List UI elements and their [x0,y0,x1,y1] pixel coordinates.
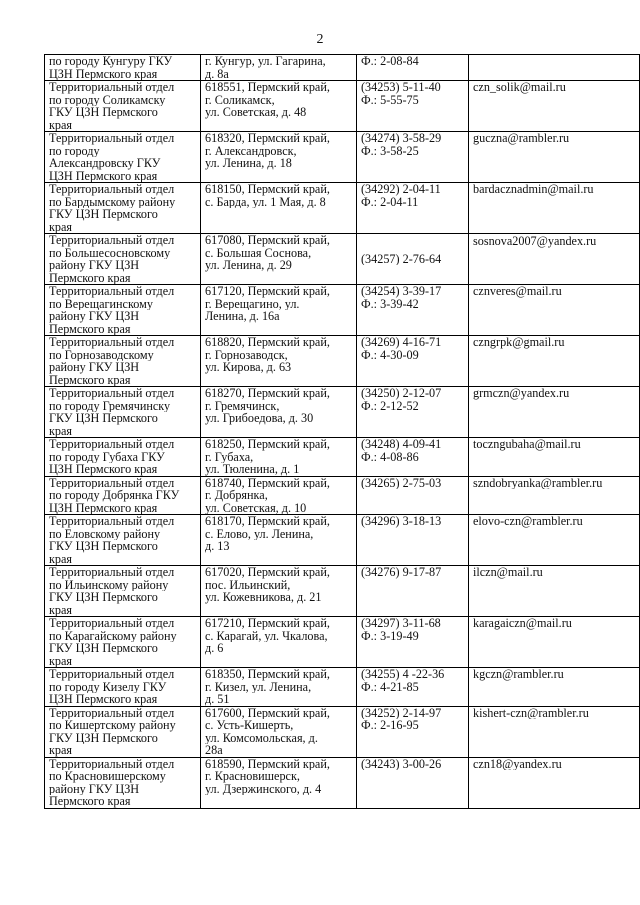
email-address: ilczn@mail.ru [473,566,543,579]
org-name-cell [45,617,201,668]
phone-cell [357,706,469,757]
phone-line: Ф.: 5-55-75 [361,93,419,106]
table-row [45,668,640,707]
address-line: ул. Советская, д. 48 [205,106,307,119]
email-cell [469,757,640,808]
phone-cell [357,515,469,566]
address-line: 618350, Пермский край, [205,668,330,681]
email-cell [469,566,640,617]
email-address: elovo-czn@rambler.ru [473,515,583,528]
name-line: Территориальный отдел [49,387,175,400]
phone-line: (34252) 2-14-97 [361,706,442,719]
org-name-cell [45,81,201,132]
address-cell [201,566,357,617]
name-line: по городу Кунгуру ГКУ [49,55,173,68]
address-line: д. 51 [205,693,230,706]
org-name-cell [45,183,201,234]
name-line: Территориальный отдел [49,285,175,298]
phone-cell [357,336,469,387]
name-line: по городу Гремячинску [49,399,171,412]
name-line: Территориальный отдел [49,566,175,579]
phone-line: (34253) 5-11-40 [361,81,441,94]
name-line: по Бардымскому району [49,195,176,208]
address-line: 28а [205,744,223,757]
address-line: г. Красновишерск, [205,770,300,783]
phone-line: Ф.: 3-19-49 [361,629,419,642]
email-cell [469,132,640,183]
table-row [45,387,640,438]
org-name-cell [45,387,201,438]
phone-line: Ф.: 2-12-52 [361,399,419,412]
address-line: пос. Ильинский, [205,578,291,591]
email-address: sosnova2007@yandex.ru [473,235,597,248]
name-line: по городу Соликамску [49,93,166,106]
address-line: 618320, Пермский край, [205,132,330,145]
phone-line: Ф.: 3-39-42 [361,297,419,310]
name-line: ГКУ ЦЗН Пермского [49,731,158,744]
phone-line: (34255) 4 -22-36 [361,668,445,681]
name-line: Территориальный отдел [49,706,175,719]
email-address: toczngubaha@mail.ru [473,438,581,451]
phone-cell [357,55,469,81]
address-line: с. Барда, ул. 1 Мая, д. 8 [205,195,326,208]
address-cell [201,757,357,808]
phone-line: Ф.: 2-04-11 [361,195,419,208]
email-address: kgczn@rambler.ru [473,668,564,681]
table-row [45,706,640,757]
phone-cell [357,183,469,234]
address-line: с. Елово, ул. Ленина, [205,527,314,540]
name-line: по Горнозаводскому [49,348,154,361]
name-line: по городу Кизелу ГКУ [49,680,167,693]
address-line: 617120, Пермский край, [205,285,330,298]
email-cell [469,668,640,707]
name-line: Пермского края [49,322,131,335]
email-cell [469,706,640,757]
email-address: karagaiczn@mail.ru [473,617,572,630]
phone-cell [357,81,469,132]
org-name-cell [45,285,201,336]
phone-line: Ф.: 3-58-25 [361,144,419,157]
address-line: ул. Грибоедова, д. 30 [205,412,314,425]
name-line: Территориальный отдел [49,757,175,770]
address-line: ул. Кожевникова, д. 21 [205,591,322,604]
address-line: ул. Дзержинского, д. 4 [205,782,322,795]
name-line: ЦЗН Пермского края [49,693,158,706]
org-name-cell [45,55,201,81]
phone-cell [357,285,469,336]
phone-cell [357,668,469,707]
phone-line: (34292) 2-04-11 [361,183,441,196]
table-row [45,183,640,234]
email-address: bardacznadmin@mail.ru [473,183,594,196]
phone-cell [357,438,469,477]
email-address: szndobryanka@rambler.ru [473,476,603,489]
address-cell [201,183,357,234]
name-line: края [49,654,73,667]
email-cell [469,183,640,234]
address-cell [201,706,357,757]
table-row [45,515,640,566]
email-cell [469,438,640,477]
email-cell [469,617,640,668]
address-line: ул. Советская, д. 10 [205,501,307,514]
name-line: району ГКУ ЦЗН [49,310,140,323]
phone-cell [357,234,469,285]
table-row [45,757,640,808]
phone-line: (34269) 4-16-71 [361,336,442,349]
name-line: Территориальный отдел [49,336,175,349]
address-cell [201,438,357,477]
org-name-cell [45,234,201,285]
address-cell [201,387,357,438]
name-line: Пермского края [49,271,131,284]
name-line: району ГКУ ЦЗН [49,782,140,795]
address-line: д. 8а [205,67,229,80]
org-name-cell [45,515,201,566]
address-line: с. Большая Соснова, [205,246,312,259]
table-row [45,566,640,617]
address-line: г. Губаха, [205,450,254,463]
phone-line: (34248) 4-09-41 [361,438,442,451]
email-cell [469,387,640,438]
name-line: Территориальный отдел [49,617,175,630]
phone-cell [357,476,469,515]
name-line: по городу Губаха ГКУ [49,450,165,463]
name-line: Александровску ГКУ [49,157,161,170]
address-line: ул. Ленина, д. 18 [205,157,292,170]
name-line: Пермского края [49,373,131,386]
address-line: 618740, Пермский край, [205,476,330,489]
email-address: grmczn@yandex.ru [473,387,570,400]
address-cell [201,515,357,566]
address-line: ул. Кирова, д. 63 [205,361,292,374]
name-line: края [49,220,73,233]
name-line: Территориальный отдел [49,81,175,94]
name-line: края [49,552,73,565]
address-line: 617210, Пермский край, [205,617,330,630]
org-name-cell [45,476,201,515]
page-number: 2 [316,32,324,47]
name-line: ЦЗН Пермского края [49,463,158,476]
phone-line: Ф.: 4-08-86 [361,450,419,463]
name-line: ЦЗН Пермского края [49,501,158,514]
address-line: д. 13 [205,540,230,553]
address-cell [201,81,357,132]
name-line: району ГКУ ЦЗН [49,259,140,272]
table-row [45,55,640,81]
address-line: 618250, Пермский край, [205,438,330,451]
address-cell [201,132,357,183]
name-line: по Верещагинскому [49,297,153,310]
name-line: ГКУ ЦЗН Пермского [49,540,158,553]
email-cell [469,55,640,81]
email-address: guczna@rambler.ru [473,132,570,145]
name-line: ГКУ ЦЗН Пермского [49,412,158,425]
address-line: 617020, Пермский край, [205,566,330,579]
org-name-cell [45,706,201,757]
name-line: по Кишертскому району [49,719,176,732]
name-line: ЦЗН Пермского края [49,169,158,182]
address-line: с. Карагай, ул. Чкалова, [205,629,328,642]
address-line: ул. Тюленина, д. 1 [205,463,300,476]
phone-line: (34296) 3-18-13 [361,515,442,528]
table-row [45,617,640,668]
org-name-cell [45,668,201,707]
address-line: 618551, Пермский край, [205,81,330,94]
email-cell [469,476,640,515]
address-cell [201,617,357,668]
address-line: г. Кизел, ул. Ленина, [205,680,312,693]
table-row [45,81,640,132]
phone-line: (34254) 3-39-17 [361,285,442,298]
phone-line: (34250) 2-12-07 [361,387,442,400]
phone-cell [357,617,469,668]
address-cell [201,285,357,336]
name-line: Территориальный отдел [49,234,175,247]
table-row [45,234,640,285]
name-line: району ГКУ ЦЗН [49,361,140,374]
table-body [45,55,640,809]
name-line: края [49,744,73,757]
email-address: kishert-czn@rambler.ru [473,706,589,719]
address-cell [201,234,357,285]
email-address: czn18@yandex.ru [473,757,562,770]
name-line: по городу [49,144,100,157]
name-line: по Красновишерскому [49,770,166,783]
address-line: г. Соликамск, [205,93,275,106]
address-line: 617600, Пермский край, [205,706,330,719]
name-line: Территориальный отдел [49,438,175,451]
name-line: Территориальный отдел [49,183,175,196]
address-line: г. Верещагино, ул. [205,297,300,310]
table-row [45,336,640,387]
org-name-cell [45,566,201,617]
email-cell [469,285,640,336]
name-line: по Большесосновскому [49,246,171,259]
email-address: cznveres@mail.ru [473,285,562,298]
name-line: края [49,424,73,437]
phone-line: (34265) 2-75-03 [361,476,442,489]
name-line: ГКУ ЦЗН Пермского [49,591,158,604]
email-cell [469,81,640,132]
employment-center-directory-table [44,54,640,809]
address-line: г. Горнозаводск, [205,348,288,361]
phone-line: Ф.: 2-16-95 [361,719,419,732]
phone-line: (34243) 3-00-26 [361,757,442,770]
email-address: czn_solik@mail.ru [473,81,566,94]
address-cell [201,55,357,81]
phone-cell [357,757,469,808]
name-line: ГКУ ЦЗН Пермского [49,106,158,119]
address-line: 618270, Пермский край, [205,387,330,400]
phone-cell [357,566,469,617]
org-name-cell [45,438,201,477]
address-line: г. Кунгур, ул. Гагарина, [205,55,326,68]
phone-line: Ф.: 4-30-09 [361,348,419,361]
address-line: г. Добрянка, [205,489,268,502]
name-line: ЦЗН Пермского края [49,67,158,80]
phone-line: (34276) 9-17-87 [361,566,442,579]
org-name-cell [45,757,201,808]
phone-cell [357,387,469,438]
name-line: Территориальный отдел [49,476,175,489]
phone-line: (34297) 3-11-68 [361,617,441,630]
name-line: по городу Добрянка ГКУ [49,489,180,502]
org-name-cell [45,132,201,183]
name-line: ГКУ ЦЗН Пермского [49,208,158,221]
address-cell [201,476,357,515]
address-line: г. Гремячинск, [205,399,280,412]
address-line: д. 6 [205,642,224,655]
table-row [45,132,640,183]
name-line: ГКУ ЦЗН Пермского [49,642,158,655]
phone-line: (34274) 3-58-29 [361,132,442,145]
address-line: 618820, Пермский край, [205,336,330,349]
email-address: czngrpk@gmail.ru [473,336,565,349]
name-line: края [49,603,73,616]
address-line: 618590, Пермский край, [205,757,330,770]
name-line: по Ильинскому району [49,578,169,591]
name-line: Территориальный отдел [49,515,175,528]
name-line: по Карагайскому району [49,629,177,642]
address-line: 618170, Пермский край, [205,515,330,528]
email-cell [469,515,640,566]
address-cell [201,336,357,387]
address-cell [201,668,357,707]
email-cell [469,336,640,387]
name-line: Территориальный отдел [49,668,175,681]
address-line: 617080, Пермский край, [205,234,330,247]
address-line: Ленина, д. 16а [205,310,280,323]
org-name-cell [45,336,201,387]
name-line: края [49,118,73,131]
name-line: Пермского края [49,795,131,808]
phone-cell [357,132,469,183]
address-line: ул. Ленина, д. 29 [205,259,292,272]
address-line: г. Александровск, [205,144,297,157]
address-line: ул. Комсомольская, д. [205,731,318,744]
table-row [45,438,640,477]
address-line: с. Усть-Кишерть, [205,719,294,732]
name-line: Территориальный отдел [49,132,175,145]
phone-line: Ф.: 2-08-84 [361,55,419,68]
address-line: 618150, Пермский край, [205,183,330,196]
table-row [45,476,640,515]
table-row [45,285,640,336]
phone-line: Ф.: 4-21-85 [361,680,419,693]
name-line: по Еловскому району [49,527,161,540]
phone-line: (34257) 2-76-64 [361,252,442,266]
email-cell [469,234,640,285]
